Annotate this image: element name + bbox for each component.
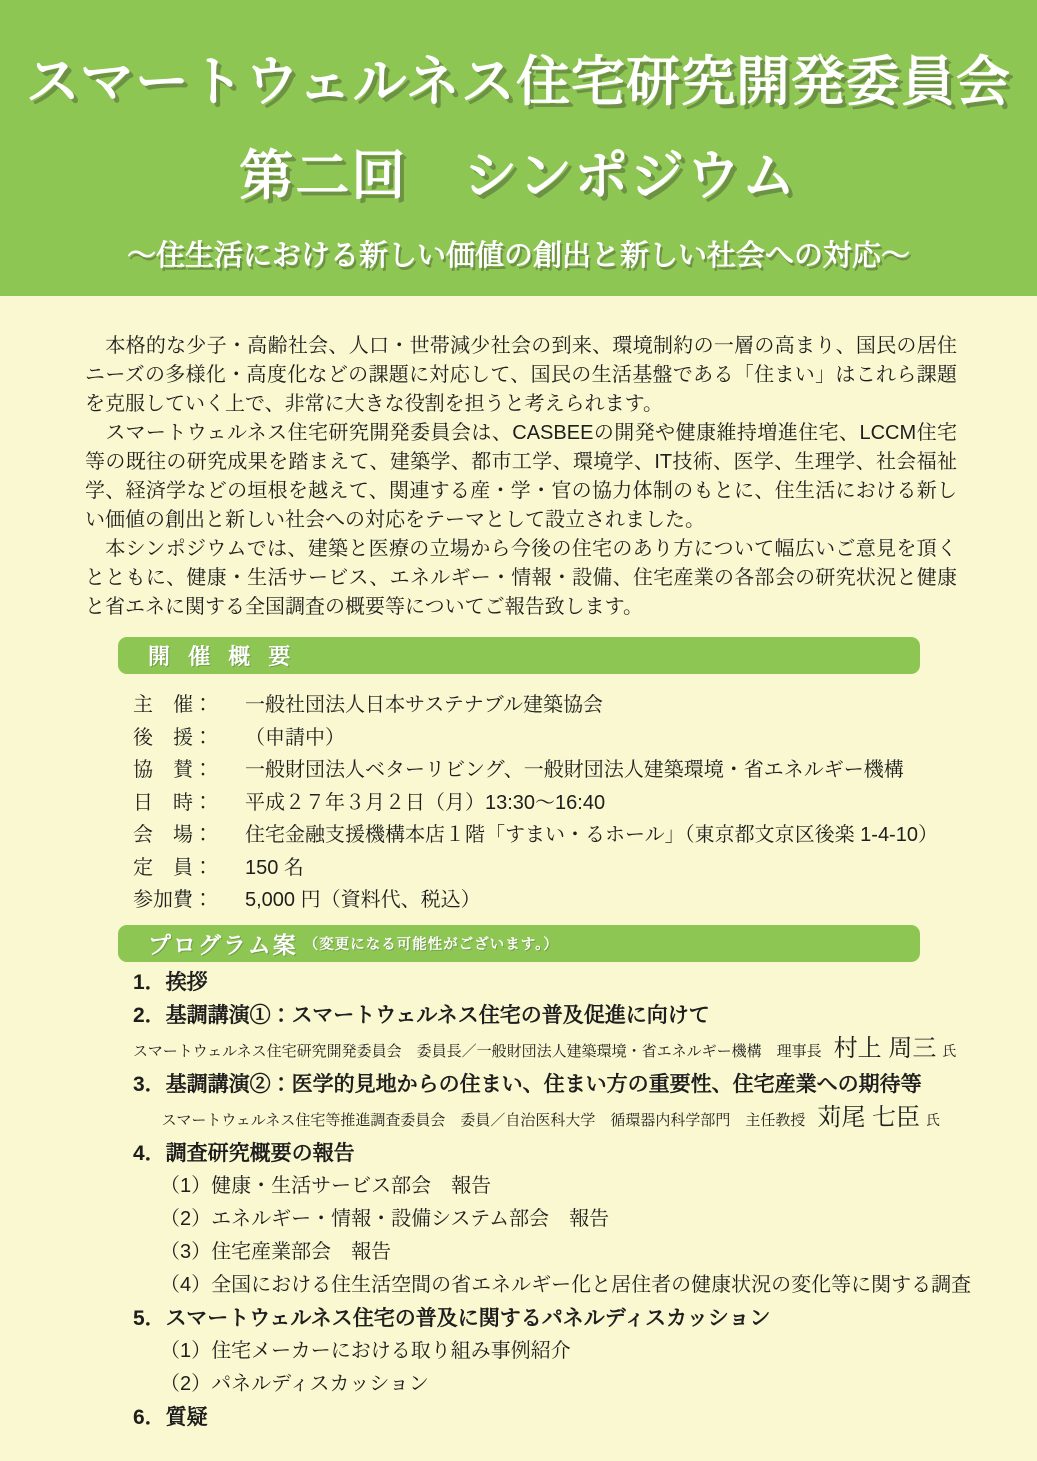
overview-label: 協 賛： — [133, 759, 213, 781]
speaker-name: 苅尾 七臣 — [817, 1104, 920, 1131]
overview-heading: 開 催 概 要 — [148, 644, 297, 669]
program-item-5-1: （1）住宅メーカーにおける取り組み事例紹介 — [160, 1340, 571, 1362]
program-speaker-2 — [133, 1101, 955, 1137]
intro-paragraph-1: 本格的な少子・高齢社会、人口・世帯減少社会の到来、環境制約の一層の高まり、国民の居住ニーズの多様化・高度化などの課題に対応して、国民の生活基盤である「住まい」はこれら課題を克服していく上で、非常に大きな役割を担うと考えられます。 — [85, 335, 957, 415]
overview-row-organizer — [133, 689, 955, 722]
title-line-2: 第二回 シンポジウム — [239, 146, 798, 206]
program-list — [133, 966, 972, 1434]
overview-value: 一般社団法人日本サステナブル建築協会 — [245, 694, 603, 716]
program-item-4-3: （3）住宅産業部会 報告 — [160, 1241, 392, 1263]
program-item-4-4: （4）全国における住生活空間の省エネルギー化と居住者の健康状況の変化等に関する調査 — [160, 1274, 972, 1296]
overview-value: 5,000 円（資料代、税込） — [245, 889, 481, 911]
overview-label: 会 場： — [133, 824, 213, 846]
speaker-honorific: 氏 — [926, 1112, 940, 1128]
speaker-honorific: 氏 — [942, 1043, 957, 1059]
overview-value: 150 名 — [245, 856, 304, 879]
overview-row-fee — [133, 884, 955, 917]
intro-paragraph-3: 本シンポジウムでは、建築と医療の立場から今後の住宅のあり方について幅広いご意見を頂くとともに、健康・生活サービス、エネルギー・情報・設備、住宅産業の各部会の研究状況と健康と省エネに関する全国調査の概要等についてご報告致します。 — [85, 538, 957, 618]
intro-paragraph-2: スマートウェルネス住宅研究開発委員会は、CASBEEの開発や健康維持増進住宅、LCCM住宅等の既往の研究成果を踏まえて、建築学、都市工学、環境学、IT技術、医学、生理学、社会福祉学、経済学などの垣根を越えて、関連する産・学・官の協力体制のもとに、住生活における新しい価値の創出と新しい社会への対応をテーマとして設立されました。 — [85, 422, 957, 531]
program-item-3: 3．基調講演②：医学的見地からの住まい、住まい方の重要性、住宅産業への期待等 — [133, 1073, 922, 1096]
program-item-1: 1．挨拶 — [133, 971, 208, 994]
overview-label: 参加費： — [133, 889, 213, 911]
program-section-bar — [118, 925, 920, 962]
overview-value: 平成２７年３月２日（月）13:30～16:40 — [245, 791, 606, 814]
speaker-affiliation: スマートウェルネス住宅等推進調査委員会 委員／自治医科大学 循環器内科学部門 主任教授 — [161, 1112, 806, 1129]
overview-row-capacity — [133, 852, 955, 885]
program-item-5-2: （2）パネルディスカッション — [160, 1373, 429, 1395]
overview-list — [133, 689, 955, 917]
title-line-1: スマートウェルネス住宅研究開発委員会 — [25, 52, 1012, 112]
subtitle: ～住生活における新しい価値の創出と新しい社会への対応～ — [126, 240, 910, 272]
overview-label: 後 援： — [133, 726, 213, 749]
overview-value: （申請中） — [245, 726, 345, 749]
header-banner — [0, 0, 1037, 296]
program-heading-note: （変更になる可能性がございます。） — [303, 937, 559, 953]
program-item-5: 5．スマートウェルネス住宅の普及に関するパネルディスカッション — [133, 1307, 771, 1330]
speaker-affiliation: スマートウェルネス住宅研究開発委員会 委員長／一般財団法人建築環境・省エネルギー機構 理事長 — [133, 1043, 822, 1060]
overview-row-sponsor — [133, 754, 955, 787]
overview-value: 一般財団法人ベターリビング、一般財団法人建築環境・省エネルギー機構 — [245, 759, 904, 781]
program-speaker-1 — [133, 1032, 955, 1068]
overview-row-support — [133, 722, 955, 755]
program-item-2: 2．基調講演①：スマートウェルネス住宅の普及促進に向けて — [133, 1004, 710, 1027]
overview-label: 定 員： — [133, 856, 213, 879]
program-item-4-2: （2）エネルギー・情報・設備システム部会 報告 — [160, 1208, 610, 1230]
overview-section-bar — [118, 637, 920, 674]
speaker-name: 村上 周三 — [833, 1035, 937, 1062]
program-heading: プログラム案 — [148, 932, 298, 958]
overview-value: 住宅金融支援機構本店１階「すまい・るホール」（東京都文京区後楽 1-4-10） — [245, 824, 938, 846]
overview-row-venue — [133, 819, 955, 852]
intro-text — [85, 332, 957, 622]
overview-row-datetime — [133, 787, 955, 820]
program-item-6: 6．質疑 — [133, 1406, 208, 1429]
program-item-4: 4．調査研究概要の報告 — [133, 1142, 355, 1165]
program-item-4-1: （1）健康・生活サービス部会 報告 — [160, 1175, 492, 1197]
overview-label: 日 時： — [133, 791, 213, 814]
overview-label: 主 催： — [133, 694, 213, 716]
